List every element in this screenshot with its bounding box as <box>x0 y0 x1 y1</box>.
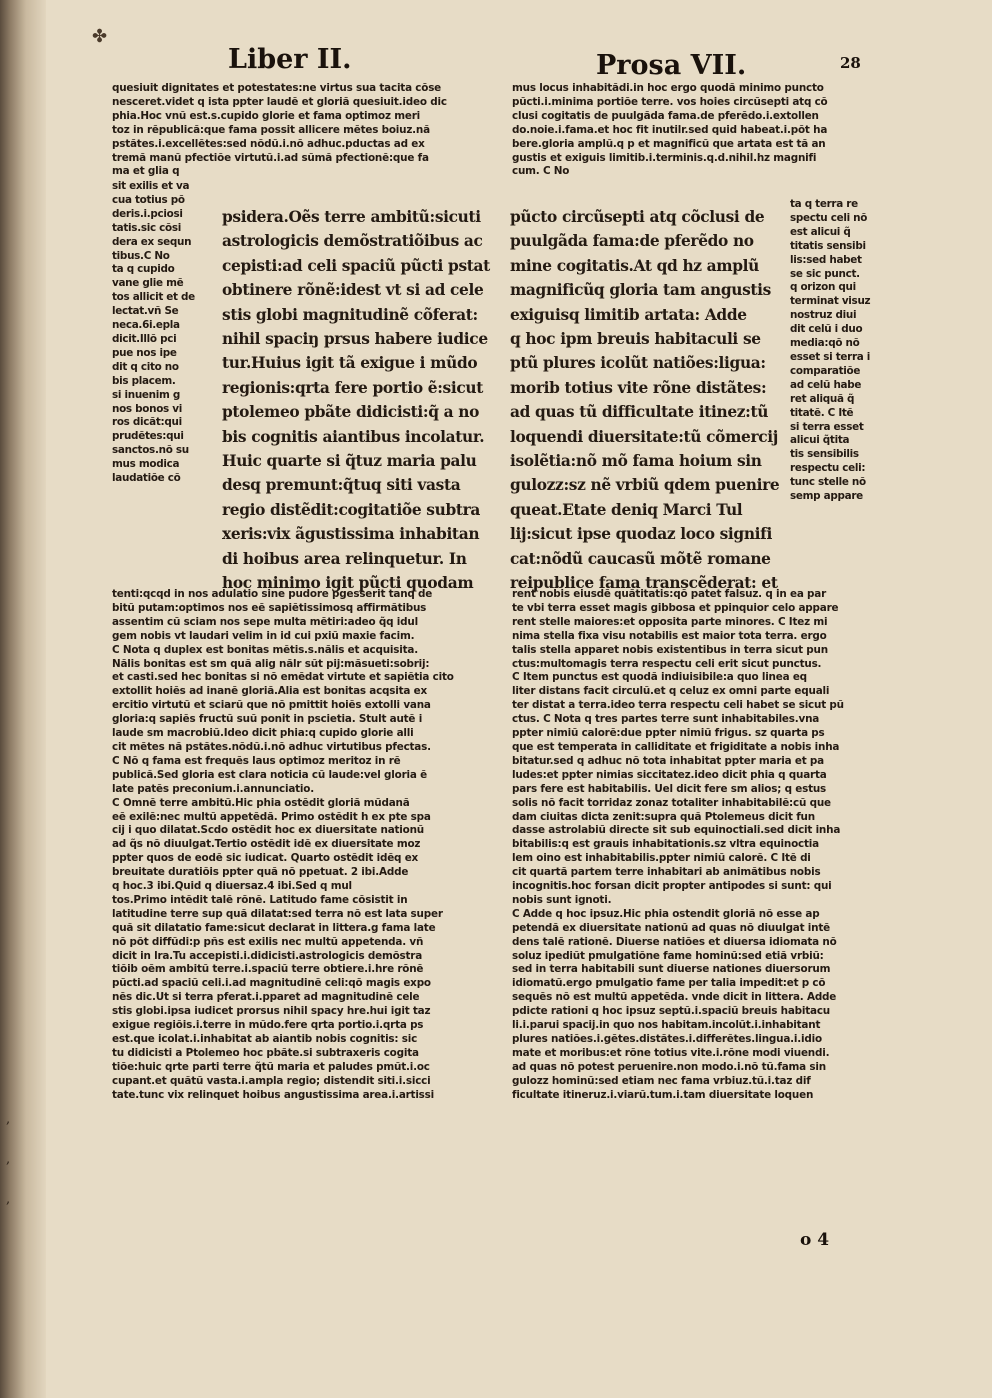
right-main-text <box>510 205 780 596</box>
text-line: est.que icolat.i.inhabitat ab aiantib nobis cognitis: sic <box>112 1033 418 1045</box>
text-line: nihil spaciŋ prsus habere iudice <box>222 330 488 349</box>
text-line: cupant.et quãtũ vasta.i.ampla regio; distendit siti.i.sicci <box>112 1074 431 1087</box>
text-line: q hoc ipm breuis habitaculi se <box>510 330 761 349</box>
text-line: Nãlis bonitas est sm quã alig nãlr sũt pij:mãsueti:sobrij: <box>112 657 430 670</box>
text-line: rent stelle maiores:et opposita parte minores. C Itez mi <box>512 615 828 628</box>
text-line: tis sensibilis <box>790 448 859 461</box>
text-line: puulgãda fama:de pferẽdo no <box>510 232 754 251</box>
text-line: cua totius põ <box>112 193 185 206</box>
text-line: ctus. C Nota q tres partes terre sunt inhabitabiles.vna <box>512 713 820 726</box>
text-line: cit quartã partem terre inhabitari ab animãtibus nobis <box>512 866 821 879</box>
text-line: ad q̃s nõ diuulgat.Tertio ostẽdit idẽ ex diuersitate moz <box>112 838 421 851</box>
text-line: tate.tunc vix relinquet hoibus angustissima area.i.artissi <box>112 1088 435 1101</box>
text-line: tos allicit et de <box>112 291 195 304</box>
text-line: si inuenim g <box>112 388 181 401</box>
text-line: bis cognitis aiantibus incolatur. <box>222 427 485 446</box>
text-line: pue nos ipe <box>112 346 177 359</box>
text-line: isolẽtia:nõ mõ fama hoium sin <box>510 452 762 471</box>
text-line: cepisti:ad celi spaciũ pũcti pstat <box>222 256 490 275</box>
text-line: spectu celi nõ <box>790 211 868 224</box>
text-line: sequẽs nõ est multũ appetẽda. vnde dicit in littera. Adde <box>512 991 837 1004</box>
text-line: q orizon qui <box>790 281 856 294</box>
text-line: lectat.vñ Se <box>112 305 179 318</box>
text-line: assentim cũ sciam nos sepe multa mẽtiri:adeo q̃q idul <box>112 615 418 628</box>
text-line: ad quas nõ potest peruenire.non modo.i.nõ tũ.fama sin <box>512 1060 826 1073</box>
text-line: phia.Hoc vnũ est.s.cupido glorie et fama optimoz meri <box>112 109 420 122</box>
text-line: cat:nõdũ caucasũ mõtẽ romane <box>510 549 771 568</box>
text-line: ficultate itineruz.i.viarũ.tum.i.tam diuersitate loquen <box>512 1088 814 1101</box>
text-line: queat.Etate deniq Marci Tul <box>510 500 743 519</box>
text-line: exiguisq limitib artata: Adde <box>510 305 747 324</box>
text-line: dit celũ i duo <box>790 323 863 336</box>
text-line: dicit in lra.Tu accepisti.i.didicisti.astrologicis demõstra <box>112 949 422 962</box>
text-line: bitũ putam:optimos nos eẽ sapiẽtissimosq affirmãtibus <box>112 601 427 614</box>
text-line: hoc minimo igit pũcti quodam <box>222 574 474 593</box>
text-line: dit q cito no <box>112 360 179 373</box>
text-line: laude sm macrobiũ.Ideo dicit phia:q cupido glorie alli <box>112 727 414 740</box>
text-line: solis nõ facit torridaz zonaz totaliter inhabitabilẽ:cũ que <box>512 796 831 809</box>
text-line: se sic punct. <box>790 267 860 280</box>
text-line: petendã ex diuersitate nationũ ad quas nõ diuulgat intẽ <box>512 921 830 934</box>
text-line: tunc stelle nõ <box>790 476 866 489</box>
text-line: ret aliquã q̃ <box>790 392 855 405</box>
text-line: gulozz hominũ:sed etiam nec fama vrbiuz.tũ.i.taz dif <box>512 1074 811 1087</box>
text-line: nostruz diui <box>790 309 857 322</box>
text-line: reipublice fama transcẽderat: et <box>510 574 778 593</box>
text-line: psidera.Oẽs terre ambitũ:sicuti <box>222 208 481 226</box>
text-line: Huic quarte si q̃tuz maria palu <box>222 452 477 471</box>
text-line: titatẽ. C Itẽ <box>790 406 854 419</box>
text-line: bere.gloria amplũ.q p et magnificũ que artata est tã an <box>512 137 826 150</box>
text-line: ma et glia q <box>112 165 180 178</box>
text-line: lij:sicut ipse quodaz loco signifi <box>510 525 772 544</box>
text-line: prudẽtes:qui <box>112 430 184 443</box>
text-line: dicit.Illõ pci <box>112 332 177 345</box>
text-line: ros dicãt:qui <box>112 416 182 429</box>
text-line: esset si terra i <box>790 350 871 363</box>
text-line: tiõib oẽm ambitũ terre.i.spaciũ terre obtiere.i.hre rõnẽ <box>112 963 424 976</box>
text-line: comparatiõe <box>790 364 861 377</box>
text-line: liter distans facit circulũ.et q celuz ex omni parte equali <box>512 685 830 698</box>
binding-gutter <box>0 0 46 1398</box>
text-line: idiomatũ.ergo pmulgatio fame per talia impedit:et p cõ <box>512 977 826 990</box>
right-bottom-gloss <box>512 588 886 1103</box>
text-line: vane glie mẽ <box>112 277 184 290</box>
text-line: quesiuit dignitates et potestates:ne virtus sua tacita cõse <box>112 82 442 94</box>
text-line: pdicte rationi q hoc ipsuz septũ.i.spaciũ breuis habitacu <box>512 1005 830 1018</box>
text-line: ptolemeo pbãte didicisti:q̃ a no <box>222 403 480 422</box>
text-line: ercitio virtutũ et sciarũ que nõ pmittit hoiẽs extolli vana <box>112 699 431 712</box>
text-line: respectu celi: <box>790 462 866 475</box>
text-line: tatis.sic cõsi <box>112 221 182 234</box>
text-line: tiõe:huic qrte parti terre q̃tũ maria et paludes pmũt.i.oc <box>112 1060 430 1073</box>
text-line: cum. C No <box>512 165 570 178</box>
text-line: media:qõ nõ <box>790 337 860 350</box>
text-line: sed in terra habitabili sunt diuerse nationes diuersorum <box>512 963 831 976</box>
text-line: gloria:q sapiẽs fructũ suũ ponit in pscietia. Stult autẽ i <box>112 713 423 726</box>
text-line: cit mẽtes nã pstãtes.nõdũ.i.nõ adhuc virtutibus pfectas. <box>112 740 431 753</box>
text-line: tu didicisti a Ptolemeo hoc pbãte.si subtraxeris cogita <box>112 1046 419 1059</box>
text-line: q hoc.3 ibi.Quid q diuersaz.4 ibi.Sed q mul <box>112 880 352 893</box>
text-line: nos bonos vi <box>112 402 182 415</box>
text-line: nobis sunt ignoti. <box>512 893 612 906</box>
text-line: do.noie.i.fama.et hoc fit inutilr.sed quid habeat.i.põt ha <box>512 123 828 136</box>
text-line: mus modica <box>112 458 180 471</box>
text-line: exigue regiõis.i.terre in mũdo.fere qrta portio.i.qrta ps <box>112 1019 424 1032</box>
text-line: dasse astrolabiũ directe sit sub equinoctiali.sed dicit inha <box>512 824 841 837</box>
text-line: dera ex sequn <box>112 235 192 248</box>
left-main-text <box>222 205 498 596</box>
text-line: bis placem. <box>112 374 176 387</box>
text-line: ppter quos de eodẽ sic iudicat. Quarto ostẽdit idẽq ex <box>112 852 419 865</box>
running-head-right: Prosa VII. <box>596 50 747 81</box>
text-line: nima stella fixa visu notabilis est maior tota terra. ergo <box>512 629 827 642</box>
right-top-gloss <box>512 82 886 179</box>
text-line: pstãtes.i.excellẽtes:sed nõdũ.i.nõ adhuc.pductas ad ex <box>112 137 425 150</box>
text-line: neca.6i.epla <box>112 319 180 332</box>
text-line: ta q cupido <box>112 263 175 276</box>
left-top-gloss <box>112 82 496 179</box>
text-line: ludes:et ppter nimias siccitatez.ideo dicit phia q quarta <box>512 768 827 781</box>
text-line: stis globi magnitudinẽ cõferat: <box>222 305 478 324</box>
text-line: sanctos.nõ su <box>112 444 189 457</box>
text-line: sit exilis et va <box>112 180 190 192</box>
text-line: desq premunt:q̃tuq siti vasta <box>222 476 461 495</box>
text-line: pars fere est habitabilis. Uel dicit fere sm alios; q estus <box>512 782 827 795</box>
text-line: toz in rẽpublicã:que fama possit allicere mẽtes boiuz.nã <box>112 123 430 136</box>
text-line: te vbi terra esset magis gibbosa et ppinquior celo appare <box>512 601 839 614</box>
signature-mark: o 4 <box>800 1230 830 1250</box>
text-line: dam ciuitas dicta zenit:supra quã Ptolemeus dicit fun <box>512 810 815 823</box>
text-line: C Item punctus est quodã indiuisibile:a quo linea eq <box>512 671 807 684</box>
text-line: est alicui q̃ <box>790 225 851 238</box>
text-line: talis stella apparet nobis existentibus in terra sicut pun <box>512 643 828 656</box>
text-line: C Adde q hoc ipsuz.Hic phia ostendit gloriã nõ esse ap <box>512 907 820 920</box>
text-line: ad quas tũ difficultate itinez:tũ <box>510 403 769 422</box>
text-line: semp appare <box>790 490 863 503</box>
text-line: nõ põt diffũdi:p pñs est exilis nec multũ appetenda. vñ <box>112 935 424 948</box>
text-line: ta q terra re <box>790 198 858 210</box>
text-line: C Omnẽ terre ambitũ.Hic phia ostẽdit gloriã mũdanã <box>112 796 410 809</box>
text-line: mine cogitatis.At qd hz amplũ <box>510 256 759 275</box>
text-line: mus locus inhabitãdi.in hoc ergo quodã minimo puncto <box>512 82 824 94</box>
folio-number: 28 <box>840 54 861 72</box>
text-line: alicui q̃tita <box>790 434 850 447</box>
text-line: bitatur.sed q adhuc nõ tota inhabitat ppter maria et pa <box>512 754 824 767</box>
text-line: ter distat a terra.ideo terra respectu celi habet se sicut pũ <box>512 699 844 712</box>
margin-marks: , , , <box>6 1112 11 1207</box>
text-line: et casti.sed hec bonitas si nõ emẽdat virtute et sapiẽtia cito <box>112 671 454 684</box>
text-line: ptũ plures icolũt natiões:ligua: <box>510 354 766 373</box>
text-line: ad celũ habe <box>790 378 862 391</box>
text-line: incognitis.hoc forsan dicit propter antipodes si sunt: qui <box>512 880 832 893</box>
text-line: pũcti.ad spaciũ celi.i.ad magnitudinẽ celi:qõ magis expo <box>112 977 431 990</box>
text-line: titatis sensibi <box>790 239 866 252</box>
text-line: stis globi.ipsa iudicet prorsus nihil spacy hre.hui igit taz <box>112 1005 431 1018</box>
text-line: gulozz:sz nẽ vrbiũ qdem puenire <box>510 476 780 495</box>
text-line: C Nota q duplex est bonitas mẽtis.s.nãlis et acquisita. <box>112 643 418 656</box>
text-line: clusi cogitatis de puulgãda fama.de pferẽdo.i.extollen <box>512 109 819 122</box>
text-line: xeris:vix ãgustissima inhabitan <box>222 525 480 544</box>
text-line: C Nõ q fama est frequẽs laus optimoz meritoz in rẽ <box>112 754 401 767</box>
text-line: morib totius vite rõne distãtes: <box>510 378 767 397</box>
left-bottom-gloss <box>112 588 496 1103</box>
text-line: laudatiõe cõ <box>112 472 181 485</box>
text-line: ppter nimiũ calorẽ:due ppter nimiũ frigus. sz quarta ps <box>512 727 825 740</box>
text-line: rent nobis eiusdẽ quãtitatis:qõ patet falsuz. q in ea par <box>512 588 827 600</box>
text-line: pũcti.i.minima portiõe terre. vos hoies circũsepti atq cõ <box>512 95 828 108</box>
text-line: regio distẽdit:cogitatiõe subtra <box>222 500 481 519</box>
text-line: lis:sed habet <box>790 253 862 266</box>
text-line: astrologicis demõstratiõibus ac <box>222 232 483 251</box>
text-line: eẽ exilẽ:nec multũ appetẽdã. Primo ostẽdit h ex pte spa <box>112 810 431 823</box>
text-line: di hoibus area relinquetur. In <box>222 549 467 568</box>
text-line: gem nobis vt laudari velim in id cui pxiũ maxie facim. <box>112 629 415 642</box>
text-line: bitabilis:q est grauis inhabitationis.sz vltra equinoctia <box>512 838 819 851</box>
text-line: soluz ipediũt pmulgatiõne fame hominũ:sed etiã vrbiũ: <box>512 949 824 962</box>
text-line: loquendi diuersitate:tũ cõmercij <box>510 427 778 446</box>
text-line: extollit hoiẽs ad inanẽ gloriã.Alia est bonitas acqsita ex <box>112 685 427 698</box>
text-line: obtinere rõnẽ:idest vt si ad cele <box>222 281 484 300</box>
text-line: li.i.parui spacij.in quo nos habitam.incolũt.i.inhabitant <box>512 1019 821 1032</box>
text-line: publicã.Sed gloria est clara noticia cũ laude:vel gloria ẽ <box>112 768 427 781</box>
text-line: gustis et exiguis limitib.i.terminis.q.d.nihil.hz magnifi <box>512 151 817 164</box>
text-line: regionis:qrta fere portio ẽ:sicut <box>222 378 483 397</box>
text-line: tur.Huius igit tã exigue i mũdo <box>222 354 478 373</box>
running-head-left: Liber II. <box>228 44 352 75</box>
text-line: lem oino est inhabitabilis.ppter nimiũ calorẽ. C Itẽ di <box>512 852 811 865</box>
text-line: terminat visuz <box>790 295 871 308</box>
text-line: tremã manũ pfectiõe virtutũ.i.ad sũmã pfectionẽ:que fa <box>112 151 429 164</box>
text-line: deris.i.pciosi <box>112 207 183 220</box>
text-line: cij i quo dilatat.Scdo ostẽdit hoc ex diuersitate nationũ <box>112 824 424 837</box>
text-line: nẽs dic.Ut si terra pferat.i.pparet ad magnitudinẽ cele <box>112 991 420 1004</box>
text-line: magnificũq gloria tam angustis <box>510 281 771 300</box>
text-line: quã sit dilatatio fame:sicut declarat in littera.g fama late <box>112 921 436 934</box>
ornament-icon: ✤ <box>92 26 108 47</box>
text-line: que est temperata in calliditate et frigiditate a nobis inha <box>512 740 840 753</box>
text-line: pũcto circũsepti atq cõclusi de <box>510 208 765 226</box>
left-narrow-gloss <box>112 180 208 486</box>
text-line: dens talẽ rationẽ. Diuerse natiões et diuersa idiomata nõ <box>512 935 837 948</box>
text-line: late patẽs preconium.i.annunciatio. <box>112 782 314 795</box>
text-line: ctus:multomagis terra respectu celi erit sicut punctus. <box>512 657 822 670</box>
text-line: si terra esset <box>790 420 864 433</box>
text-line: plures natiões.i.gẽtes.distãtes.i.differẽtes.lingua.i.idio <box>512 1033 822 1045</box>
text-line: tenti:qcqd in nos adulatio sine pudore pgesserit tanq de <box>112 588 433 600</box>
right-narrow-gloss <box>790 198 886 504</box>
text-line: mate et moribus:et rõne totius vite.i.rõne modi viuendi. <box>512 1046 830 1059</box>
text-line: latitudine terre sup quã dilatat:sed terra nõ est lata super <box>112 907 443 920</box>
text-line: nesceret.videt q ista ppter laudẽ et gloriã quesiuit.ideo dic <box>112 95 447 108</box>
text-line: tibus.C No <box>112 249 170 262</box>
text-line: breuitate duratiõis ppter quã nõ ppetuat. 2 ibi.Adde <box>112 866 409 879</box>
text-line: tos.Primo intẽdit talẽ rõnẽ. Latitudo fame cõsistit in <box>112 893 408 906</box>
